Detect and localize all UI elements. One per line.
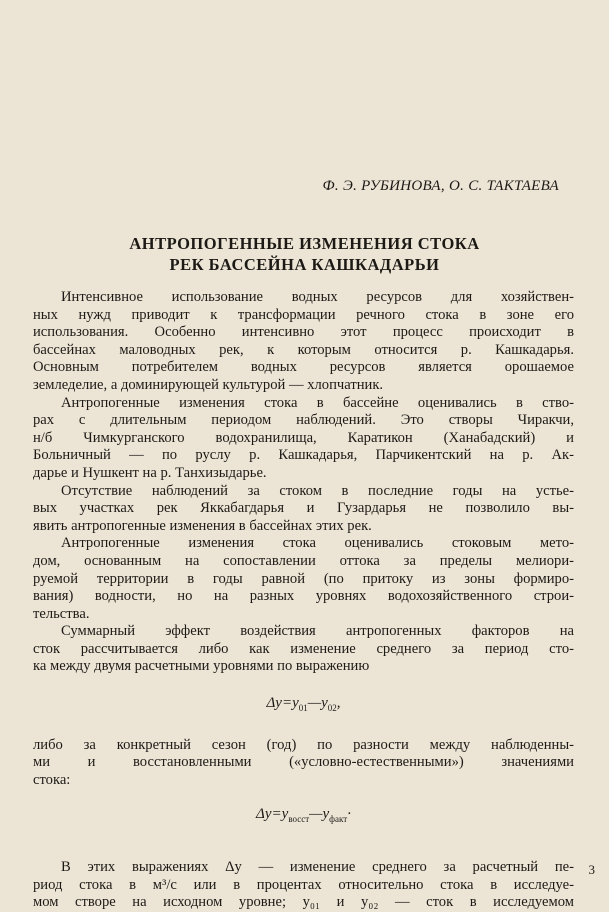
text-line: вых участках рек Яккабагдарья и Гузардарья не позволило вы-	[33, 500, 574, 517]
formula-subscript: восст	[288, 814, 310, 825]
text-line: стока:	[33, 771, 71, 788]
formula-delta-y-levels	[33, 695, 574, 718]
text-line: Интенсивное использование водных ресурсов для хозяйствен-	[61, 289, 574, 305]
text-line: ка между двумя расчетными уровнями по выражению	[33, 658, 370, 675]
paragraph-6	[33, 737, 574, 790]
text-line: мом створе на исходном уровне; y₀₁ и y₀₂ — сток в исследуемом	[33, 894, 574, 911]
text-line: дом, основанным на сопоставлении оттока за пределы мелиори-	[33, 552, 574, 569]
formula-tail: ,	[336, 695, 341, 712]
title-line-1: АНТРОПОГЕННЫЕ ИЗМЕНЕНИЯ СТОКА	[129, 234, 480, 253]
text-line: Основным потребителем водных ресурсов является орошаемое	[33, 359, 574, 376]
formula-term: y	[321, 695, 328, 712]
text-line: использования. Особенно интенсивно этот процесс происходит в	[33, 324, 574, 341]
text-line: ных нужд приводит к трансформации речного стока в зоне его	[33, 306, 574, 323]
formula-subscript: 01	[298, 703, 308, 714]
text-line: Больничный — по руслу р. Кашкадарья, Парчикентский на р. Ак-	[33, 447, 574, 464]
authors-line: Ф. Э. РУБИНОВА, О. С. ТАКТАЕВА	[322, 178, 559, 194]
formula-tail: ·	[347, 806, 351, 823]
formula-lhs: Δy	[256, 806, 272, 823]
paragraph-4	[33, 535, 574, 623]
text-line: тельства.	[33, 605, 90, 622]
formula-term: y	[281, 806, 289, 823]
text-line: ми и восстановленными («условно-естественными») значениями	[33, 754, 574, 771]
paragraph-1	[33, 289, 574, 395]
formula-term: y	[292, 695, 299, 712]
text-line: руемой территории в годы равной (по притоку из зоны формиро-	[33, 570, 574, 587]
formula-lhs: Δy	[266, 695, 282, 712]
article-body	[33, 289, 574, 912]
formula-subscript: факт	[329, 814, 348, 825]
text-line: Антропогенные изменения стока оценивались стоковым мето-	[61, 535, 574, 552]
text-line: сток рассчитывается либо как изменение среднего за период сто-	[33, 640, 574, 657]
title-line-2: РЕК БАССЕЙНА КАШКАДАРЬИ	[169, 255, 440, 274]
text-line: рах с длительным периодом наблюдений. Это створы Чиракчи,	[33, 412, 574, 429]
paragraph-5	[33, 623, 574, 676]
text-line: Отсутствие наблюдений за стоком в последние годы на устье-	[61, 482, 574, 499]
text-line: бассейнах маловодных рек, к которым относится р. Кашкадарья.	[33, 341, 574, 358]
text-line: либо за конкретный сезон (год) по разности между наблюденны-	[33, 736, 574, 753]
text-line: вания) водности, но на разных уровнях водохозяйственного строи-	[33, 588, 574, 605]
paragraph-2	[33, 395, 574, 483]
text-line: н/б Чимкурганского водохранилища, Каратикон (Ханабадский) и	[33, 429, 574, 446]
text-line: Суммарный эффект воздействия антропогенных факторов на	[61, 623, 574, 640]
formula-equals: =	[281, 695, 293, 712]
paragraph-3	[33, 483, 574, 536]
formula-minus: —	[309, 806, 323, 823]
article-title	[40, 233, 569, 275]
text-line: В этих выражениях Δy — изменение среднего за расчетный пе-	[61, 859, 574, 876]
formula-equals: =	[271, 806, 282, 823]
formula-term: y	[322, 806, 330, 823]
formula-minus: —	[307, 695, 322, 712]
text-line: земледелие, а доминирующей культурой — хлопчатник.	[33, 376, 384, 393]
page-number: 3	[588, 862, 595, 877]
text-line: риод стока в м³/с или в процентах относительно стока в исследуе-	[33, 876, 574, 893]
formula-subscript: 02	[327, 703, 337, 714]
paragraph-7	[33, 859, 574, 912]
formula-delta-y-season	[33, 806, 574, 829]
text-line: явить антропогенные изменения в бассейнах этих рек.	[33, 517, 372, 534]
text-line: Антропогенные изменения стока в бассейне оценивались в ство-	[61, 394, 574, 411]
text-line: дарье и Нушкент на р. Танхизыдарье.	[33, 464, 267, 481]
